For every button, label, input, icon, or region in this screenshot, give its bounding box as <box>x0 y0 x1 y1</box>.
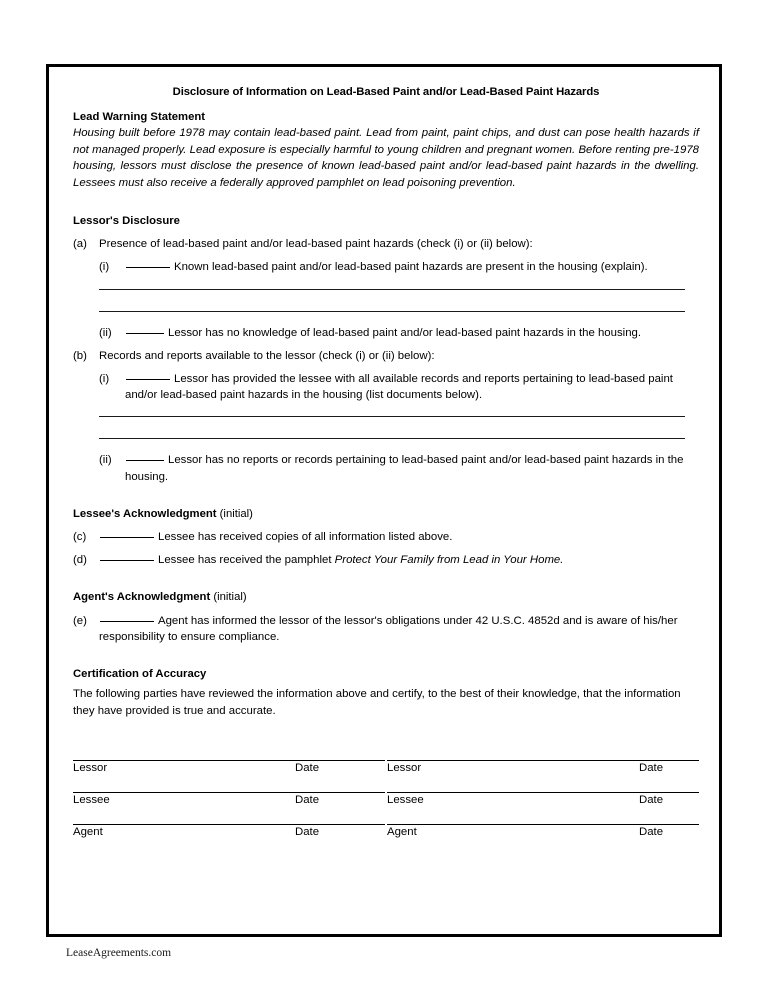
item-marker-b-i: (i) <box>99 372 110 385</box>
signature-date-agent-right: Date <box>639 826 664 839</box>
signature-row-lessee-right <box>387 792 699 824</box>
checkbox-blank-a-i[interactable] <box>126 267 170 268</box>
signature-label-lessor-left: Lessor <box>73 762 108 775</box>
item-marker-c: (c) <box>73 530 87 543</box>
list-item-d <box>73 552 699 568</box>
list-item-b <box>73 348 699 364</box>
checkbox-blank-a-ii[interactable] <box>126 333 164 334</box>
signature-column-left <box>73 760 385 856</box>
initial-blank-c[interactable] <box>100 537 154 538</box>
pamphlet-title: Protect Your Family from Lead in Your Home. <box>334 554 564 567</box>
signature-date-lessee-right: Date <box>639 794 664 807</box>
signature-row-lessor-right <box>387 760 699 792</box>
signature-date-lessor-right: Date <box>639 762 664 775</box>
item-marker-a-i: (i) <box>99 261 110 274</box>
footer-brand: LeaseAgreements.com <box>66 947 172 959</box>
item-marker-b-ii: (ii) <box>99 454 112 467</box>
item-text-b-ii: Lessor has no reports or records pertaining to lead-based paint and/or lead-based paint hazards in the housing. <box>125 454 684 483</box>
initial-blank-e[interactable] <box>100 621 154 622</box>
lead-warning-heading: Lead Warning Statement <box>73 110 206 123</box>
list-item-b-i <box>73 371 699 403</box>
signature-label-agent-left: Agent <box>73 826 103 839</box>
checkbox-blank-b-i[interactable] <box>126 379 170 380</box>
certification-body: The following parties have reviewed the information above and certify, to the best of their knowledge, that the information they have provided is true and accurate. <box>73 688 681 717</box>
list-item-c <box>73 529 699 545</box>
lessee-acknowledgment-heading: Lessee's Acknowledgment (initial) <box>73 507 253 520</box>
checkbox-blank-b-ii[interactable] <box>126 460 164 461</box>
item-marker-b: (b) <box>73 349 87 362</box>
certification-heading: Certification of Accuracy <box>73 667 207 680</box>
list-item-b-ii <box>73 452 699 484</box>
list-item-a <box>73 236 699 252</box>
item-text-a-ii: Lessor has no knowledge of lead-based paint and/or lead-based paint hazards in the housing. <box>168 326 642 339</box>
signature-label-lessor-right: Lessor <box>387 762 422 775</box>
signature-row-lessor-left <box>73 760 385 792</box>
item-marker-e: (e) <box>73 614 87 627</box>
item-text-a-i: Known lead-based paint and/or lead-based paint hazards are present in the housing (explain). <box>174 261 648 274</box>
item-text-d: Lessee has received the pamphlet <box>158 554 335 567</box>
list-item-a-i <box>73 259 699 275</box>
lead-warning-body: Housing built before 1978 may contain lead-based paint. Lead from paint, paint chips, and dust can pose health hazards if not managed properly. Lead exposure is especially harmful to young children and pregnant women. Before renting pre-1978 housing, lessors must disclose the presence of known lead-based paint and/or lead-based paint hazards in the dwelling. Lessees must also receive a federally approved pamphlet on lead poisoning prevention. <box>73 126 699 190</box>
signature-date-lessee-left: Date <box>295 794 320 807</box>
page-title: Disclosure of Information on Lead-Based Paint and/or Lead-Based Paint Hazards <box>172 86 600 98</box>
item-text-e: Agent has informed the lessor of the lessor's obligations under 42 U.S.C. 4852d and is aware of his/her responsibility to ensure compliance. <box>99 614 678 643</box>
signature-date-agent-left: Date <box>295 826 320 839</box>
signature-label-lessee-left: Lessee <box>73 794 110 807</box>
item-text-b-i: Lessor has provided the lessee with all available records and reports pertaining to lead-based paint and/or lead-based paint hazards in the housing (list documents below). <box>125 372 673 402</box>
signature-block <box>73 760 699 856</box>
document-body <box>73 85 699 856</box>
list-item-a-ii <box>73 325 699 341</box>
item-text-a: Presence of lead-based paint and/or lead-based paint hazards (check (i) or (ii) below): <box>99 238 533 251</box>
signature-date-lessor-left: Date <box>295 762 320 775</box>
signature-column-right <box>387 760 699 856</box>
item-text-b: Records and reports available to the lessor (check (i) or (ii) below): <box>99 349 435 362</box>
agent-acknowledgment-heading: Agent's Acknowledgment (initial) <box>73 591 247 604</box>
signature-label-agent-right: Agent <box>387 826 417 839</box>
initial-blank-d[interactable] <box>100 560 154 561</box>
item-marker-a: (a) <box>73 238 87 251</box>
document-page <box>46 64 722 937</box>
list-item-e <box>73 613 699 645</box>
agent-acknowledgment-initial-note: (initial) <box>213 591 247 604</box>
item-marker-d: (d) <box>73 554 87 567</box>
item-marker-a-ii: (ii) <box>99 326 112 339</box>
signature-row-agent-right <box>387 824 699 856</box>
signature-label-lessee-right: Lessee <box>387 794 424 807</box>
signature-row-agent-left <box>73 824 385 856</box>
signature-row-lessee-left <box>73 792 385 824</box>
lessee-acknowledgment-initial-note: (initial) <box>219 507 253 520</box>
item-text-c: Lessee has received copies of all information listed above. <box>158 530 453 543</box>
lessor-disclosure-heading: Lessor's Disclosure <box>73 214 180 227</box>
